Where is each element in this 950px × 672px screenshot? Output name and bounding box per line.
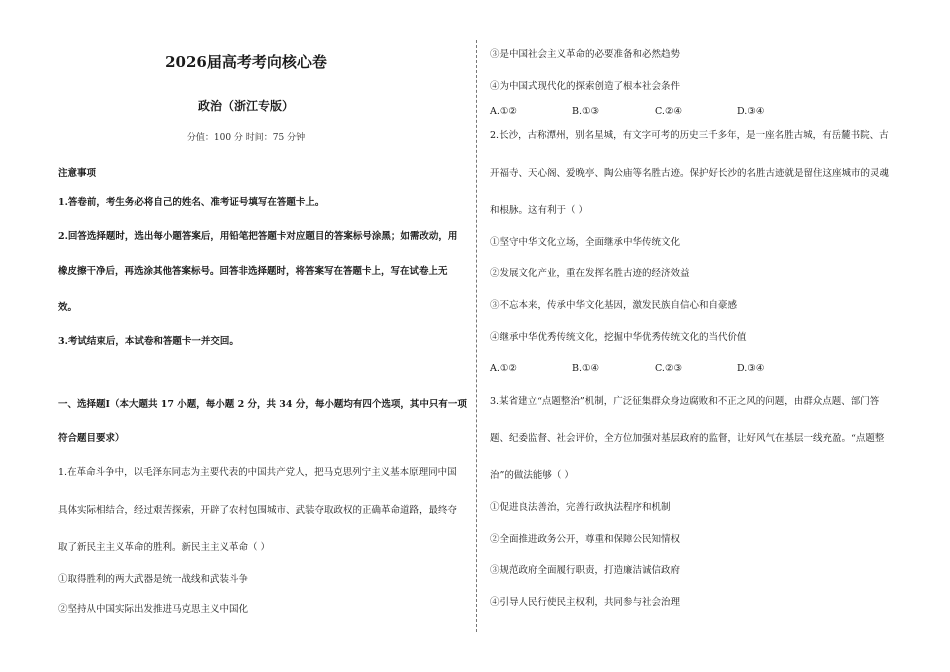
- question-1-stem-line-2: 具体实际相结合，经过艰苦探索，开辟了农村包围城市、武装夺取政权的正确革命道路，最终夺: [58, 505, 458, 516]
- question-2-option-1: ①坚守中华文化立场，全面继承中华传统文化: [490, 237, 681, 248]
- notice-item-3: 3.考试结束后，本试卷和答题卡一并交回。: [58, 336, 239, 347]
- notice-item-2-line-1: 2.回答选择题时，选出每小题答案后，用铅笔把答题卡对应题目的答案标号涂黑；如需改动，用: [58, 231, 458, 242]
- question-2-stem-line-3: 和根脉。这有利于（ ）: [490, 205, 589, 216]
- question-3-stem-line-3: 治”的做法能够（ ）: [490, 470, 574, 481]
- question-1-option-3: ③是中国社会主义革命的必要准备和必然趋势: [490, 49, 681, 60]
- question-3-stem-line-2: 题、纪委监督、社会评价，全方位加强对基层政府的监督，让好风气在基层一线充盈。“点题整: [490, 433, 885, 444]
- question-3-stem-line-1: 3.某省建立“点题整治”机制，广泛征集群众身边腐败和不正之风的问题，由群众点题、部门答: [490, 396, 880, 407]
- question-1-stem-line-3: 取了新民主主义革命的胜利。新民主主义革命（ ）: [58, 542, 271, 553]
- section-heading-line-2: 符合题目要求）: [58, 433, 125, 444]
- question-1-choice-a: A.①②: [490, 106, 517, 117]
- column-divider: [476, 40, 477, 632]
- notice-item-1: 1.答卷前，考生务必将自己的姓名、准考证号填写在答题卡上。: [58, 197, 325, 208]
- question-1-option-4: ④为中国式现代化的探索创造了根本社会条件: [490, 81, 681, 92]
- exam-subject: 政治（浙江专版）: [197, 99, 294, 113]
- question-3-option-2: ②全面推进政务公开，尊重和保障公民知情权: [490, 534, 681, 545]
- question-2-choice-c: C.②③: [655, 363, 682, 374]
- score-time: 分值：100 分 时间：75 分钟: [186, 133, 306, 143]
- question-2-option-3: ③不忘本来，传承中华文化基因，激发民族自信心和自豪感: [490, 300, 738, 311]
- question-2-choice-b: B.①④: [572, 363, 600, 374]
- exam-title: 2026届高考考向核心卷: [165, 53, 327, 71]
- notice-heading: 注意事项: [58, 168, 97, 179]
- question-1-choice-c: C.②④: [655, 106, 682, 117]
- question-1-option-2: ②坚持从中国实际出发推进马克思主义中国化: [58, 604, 249, 615]
- question-3-option-1: ①促进良法善治，完善行政执法程序和机制: [490, 502, 671, 513]
- question-3-option-3: ③规范政府全面履行职责，打造廉洁诚信政府: [490, 565, 681, 576]
- question-2-stem-line-1: 2.长沙，古称潭州，别名星城，有文字可考的历史三千多年，是一座名胜古城，有岳麓书院、古: [490, 130, 889, 141]
- question-1-choice-b: B.①③: [572, 106, 600, 117]
- question-1-choice-d: D.③④: [737, 106, 765, 117]
- question-3-option-4: ④引导人民行使民主权利，共同参与社会治理: [490, 597, 681, 608]
- notice-item-2-line-3: 效。: [58, 302, 78, 313]
- question-2-choice-d: D.③④: [737, 363, 765, 374]
- question-2-option-2: ②发展文化产业，重在发挥名胜古迹的经济效益: [490, 268, 690, 279]
- notice-item-2-line-2: 橡皮擦干净后，再选涂其他答案标号。回答非选择题时，将答案写在答题卡上，写在试卷上无: [58, 266, 448, 277]
- question-1-option-1: ①取得胜利的两大武器是统一战线和武装斗争: [58, 574, 249, 585]
- question-1-stem-line-1: 1.在革命斗争中，以毛泽东同志为主要代表的中国共产党人，把马克思列宁主义基本原理同中国: [58, 467, 457, 478]
- question-2-choice-a: A.①②: [490, 363, 517, 374]
- question-2-stem-line-2: 开福寺、天心阁、爱晚亭、陶公庙等名胜古迹。保护好长沙的名胜古迹就是留住这座城市的灵魂: [490, 168, 890, 179]
- section-heading-line-1: 一、选择题Ⅰ（本大题共 17 小题，每小题 2 分，共 34 分，每小题均有四个选项，其中只有一项: [58, 399, 467, 410]
- question-2-option-4: ④继承中华优秀传统文化，挖掘中华优秀传统文化的当代价值: [490, 332, 747, 343]
